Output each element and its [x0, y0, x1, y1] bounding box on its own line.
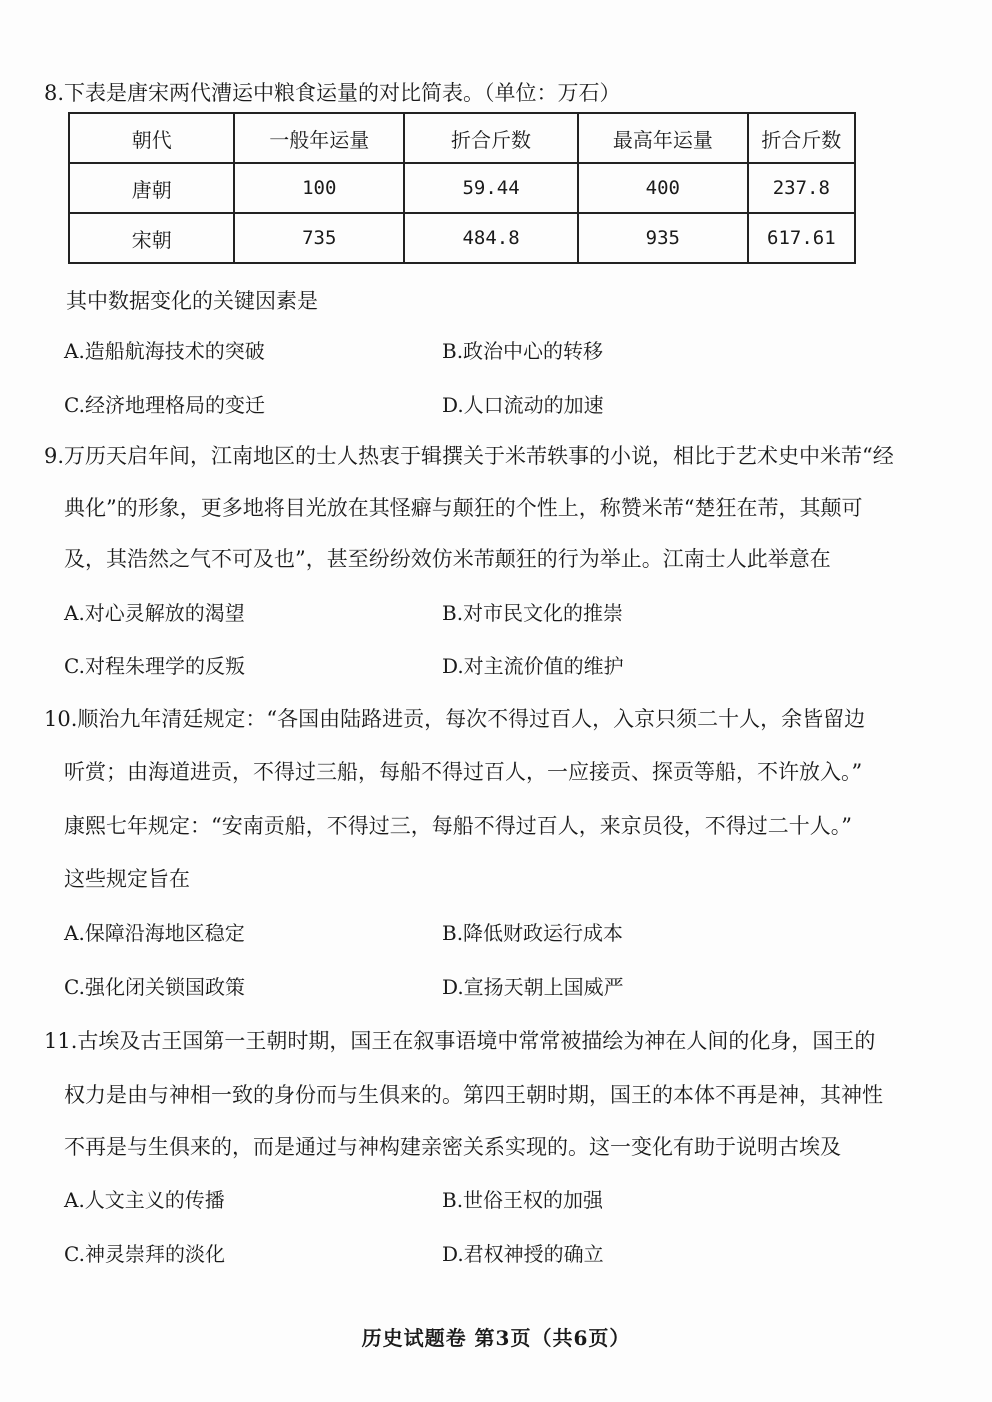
q10-stem-line: 听赏；由海道进贡，不得过三船，每船不得过百人，一应接贡、探贡等船，不许放入。” — [64, 760, 863, 784]
q10-stem-line: 10.顺治九年清廷规定：“各国由陆路进贡，每次不得过百人，入京只须二十人，余皆留边 — [44, 707, 866, 731]
q11-stem-line: 不再是与生俱来的，而是通过与神构建亲密关系实现的。这一变化有助于说明古埃及 — [64, 1135, 841, 1159]
table-header-cell: 朝代 — [69, 113, 234, 163]
page-footer: 历史试题卷 第3页（共6页） — [361, 1326, 631, 1350]
q9-option-b[interactable]: B.对市民文化的推崇 — [442, 601, 624, 625]
q9-option-a[interactable]: A.对心灵解放的渴望 — [64, 601, 245, 625]
q8-option-b[interactable]: B.政治中心的转移 — [442, 339, 604, 363]
table-cell: 237.8 — [748, 163, 855, 213]
q10-option-a[interactable]: A.保障沿海地区稳定 — [64, 921, 245, 945]
q9-stem-line: 9.万历天启年间，江南地区的士人热衷于辑撰关于米芾轶事的小说，相比于艺术史中米芾“经 — [44, 444, 894, 468]
q10-option-d[interactable]: D.宣扬天朝上国威严 — [442, 975, 624, 999]
table-cell-dynasty: 宋朝 — [69, 213, 234, 263]
q8-question: 其中数据变化的关键因素是 — [66, 289, 318, 313]
table-cell-dynasty: 唐朝 — [69, 163, 234, 213]
q10-stem-line: 这些规定旨在 — [64, 867, 190, 891]
table-header-cell: 一般年运量 — [234, 113, 404, 163]
q11-option-c[interactable]: C.神灵崇拜的淡化 — [64, 1242, 225, 1266]
table-header-cell: 折合斤数 — [748, 113, 855, 163]
table-row — [69, 213, 855, 263]
table-header-cell: 折合斤数 — [404, 113, 578, 163]
q10-option-c[interactable]: C.强化闭关锁国政策 — [64, 975, 245, 999]
table-cell: 617.61 — [748, 213, 855, 263]
q11-option-a[interactable]: A.人文主义的传播 — [64, 1188, 225, 1212]
q8-stem: 8.下表是唐宋两代漕运中粮食运量的对比简表。（单位：万石） — [44, 81, 621, 105]
q8-option-d[interactable]: D.人口流动的加速 — [442, 393, 604, 417]
q9-option-c[interactable]: C.对程朱理学的反叛 — [64, 654, 245, 678]
q11-option-d[interactable]: D.君权神授的确立 — [442, 1242, 604, 1266]
q11-stem-line: 11.古埃及古王国第一王朝时期，国王在叙事语境中常常被描绘为神在人间的化身，国王的 — [44, 1029, 876, 1053]
q11-option-b[interactable]: B.世俗王权的加强 — [442, 1188, 604, 1212]
table-cell: 59.44 — [404, 163, 578, 213]
q8-option-c[interactable]: C.经济地理格局的变迁 — [64, 393, 265, 417]
table-cell: 935 — [578, 213, 748, 263]
q10-stem-line: 康熙七年规定：“安南贡船，不得过三，每船不得过百人，来京员役，不得过二十人。” — [64, 814, 852, 838]
table-cell: 100 — [234, 163, 404, 213]
q9-stem-line: 及，其浩然之气不可及也”，甚至纷纷效仿米芾颠狂的行为举止。江南士人此举意在 — [64, 547, 831, 571]
table-row — [69, 163, 855, 213]
q8-option-a[interactable]: A.造船航海技术的突破 — [64, 339, 265, 363]
q9-stem-line: 典化”的形象，更多地将目光放在其怪癖与颠狂的个性上，称赞米芾“楚狂在芾，其颠可 — [64, 496, 863, 520]
q9-option-d[interactable]: D.对主流价值的维护 — [442, 654, 624, 678]
table-cell: 735 — [234, 213, 404, 263]
table-header-cell: 最高年运量 — [578, 113, 748, 163]
table-cell: 484.8 — [404, 213, 578, 263]
table-cell: 400 — [578, 163, 748, 213]
table-header-row — [69, 113, 855, 163]
grain-transport-table — [68, 112, 856, 264]
q10-option-b[interactable]: B.降低财政运行成本 — [442, 921, 624, 945]
q11-stem-line: 权力是由与神相一致的身份而与生俱来的。第四王朝时期，国王的本体不再是神，其神性 — [64, 1083, 883, 1107]
